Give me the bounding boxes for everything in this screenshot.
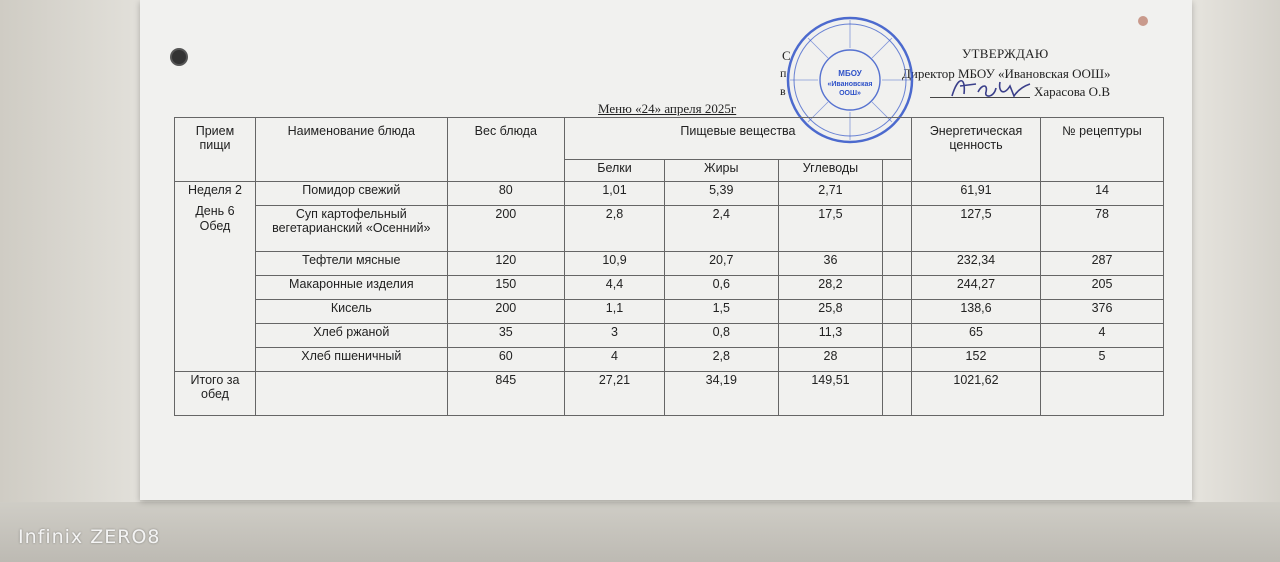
pin-icon: [1138, 16, 1148, 26]
dish-weight: 80: [447, 182, 564, 206]
dish-weight: 200: [447, 206, 564, 252]
pin-icon: [172, 50, 186, 64]
dish-energy: 232,34: [911, 252, 1040, 276]
dish-fat: 0,8: [664, 324, 778, 348]
dish-name: Тефтели мясные: [255, 252, 447, 276]
meal-week: Неделя 2: [187, 183, 242, 197]
approve-position: Директор МБОУ «Ивановская ООШ»: [902, 66, 1111, 81]
total-label: Итого за обед: [175, 372, 256, 416]
meal-type: Обед: [199, 219, 231, 233]
table-row: [175, 252, 1164, 276]
dish-recipe: 376: [1041, 300, 1164, 324]
total-energy: 1021,62: [911, 372, 1040, 416]
dish-weight: 60: [447, 348, 564, 372]
dish-carbs: 2,71: [778, 182, 883, 206]
header-nutrients: Пищевые вещества: [565, 118, 912, 160]
dish-weight: 120: [447, 252, 564, 276]
table-row: [175, 276, 1164, 300]
dish-fat: 5,39: [664, 182, 778, 206]
dish-name: Суп картофельный вегетарианский «Осенний»: [255, 206, 447, 252]
blank-cell: [883, 182, 912, 206]
dish-name: Помидор свежий: [255, 182, 447, 206]
dish-protein: 3: [565, 324, 665, 348]
dish-name: Кисель: [255, 300, 447, 324]
dish-fat: 2,8: [664, 348, 778, 372]
header-weight: Вес блюда: [447, 118, 564, 182]
dish-carbs: 25,8: [778, 300, 883, 324]
dish-carbs: 28: [778, 348, 883, 372]
dish-weight: 35: [447, 324, 564, 348]
dish-recipe: 205: [1041, 276, 1164, 300]
dish-weight: 150: [447, 276, 564, 300]
total-carbs: 149,51: [778, 372, 883, 416]
total-row: [175, 372, 1164, 416]
menu-title: Меню «24» апреля 2025г: [598, 101, 737, 116]
blank-cell: [883, 348, 912, 372]
table-row: [175, 182, 1164, 206]
dish-energy: 127,5: [911, 206, 1040, 252]
dish-protein: 4: [565, 348, 665, 372]
blank-cell: [883, 324, 912, 348]
dish-name: Макаронные изделия: [255, 276, 447, 300]
wall-left: [0, 0, 140, 562]
dish-carbs: 36: [778, 252, 883, 276]
camera-watermark: Infinix ZERO8: [18, 526, 161, 548]
dish-recipe: 4: [1041, 324, 1164, 348]
header-energy: Энергетическая ценность: [911, 118, 1040, 182]
dish-protein: 4,4: [565, 276, 665, 300]
dish-recipe: 5: [1041, 348, 1164, 372]
table-row: [175, 206, 1164, 252]
blank-cell: [883, 206, 912, 252]
total-protein: 27,21: [565, 372, 665, 416]
dish-protein: 2,8: [565, 206, 665, 252]
dish-fat: 20,7: [664, 252, 778, 276]
dish-energy: 61,91: [911, 182, 1040, 206]
agreed-line2: п: [780, 66, 787, 80]
table-row: [175, 300, 1164, 324]
dish-carbs: 11,3: [778, 324, 883, 348]
wall-right: [1190, 0, 1280, 562]
dish-protein: 1,01: [565, 182, 665, 206]
dish-protein: 1,1: [565, 300, 665, 324]
dish-name: Хлеб ржаной: [255, 324, 447, 348]
dish-energy: 65: [911, 324, 1040, 348]
blank-cell: [255, 372, 447, 416]
dish-recipe: 78: [1041, 206, 1164, 252]
header-protein: Белки: [565, 160, 665, 182]
total-weight: 845: [447, 372, 564, 416]
dish-energy: 138,6: [911, 300, 1040, 324]
meal-cell: [175, 182, 256, 372]
blank-cell: [883, 276, 912, 300]
blank-cell: [883, 252, 912, 276]
table-row: [175, 324, 1164, 348]
blank-cell: [883, 300, 912, 324]
dish-weight: 200: [447, 300, 564, 324]
dish-carbs: 17,5: [778, 206, 883, 252]
header-dish: Наименование блюда: [255, 118, 447, 182]
table-header-row: [175, 118, 1164, 160]
dish-carbs: 28,2: [778, 276, 883, 300]
meal-day: День 6: [195, 204, 235, 218]
header-blank: [883, 160, 912, 182]
signature-icon: [948, 74, 1038, 102]
approve-title: УТВЕРЖДАЮ: [962, 46, 1049, 61]
svg-text:ООШ»: ООШ»: [839, 90, 861, 97]
dish-energy: 244,27: [911, 276, 1040, 300]
dish-name: Хлеб пшеничный: [255, 348, 447, 372]
dish-recipe: 14: [1041, 182, 1164, 206]
dish-fat: 2,4: [664, 206, 778, 252]
dish-energy: 152: [911, 348, 1040, 372]
header-carbs: Углеводы: [778, 160, 883, 182]
header-fat: Жиры: [664, 160, 778, 182]
dish-fat: 0,6: [664, 276, 778, 300]
blank-cell: [1041, 372, 1164, 416]
svg-text:«Ивановская: «Ивановская: [827, 81, 873, 88]
approve-name: Харасова О.В: [1034, 84, 1110, 99]
menu-table: [174, 117, 1164, 416]
svg-text:МБОУ: МБОУ: [838, 69, 862, 78]
dish-protein: 10,9: [565, 252, 665, 276]
agreed-letter: С: [782, 48, 791, 63]
dish-fat: 1,5: [664, 300, 778, 324]
blank-cell: [883, 372, 912, 416]
header-meal: Прием пищи: [175, 118, 256, 182]
header-recipe: № рецептуры: [1041, 118, 1164, 182]
bottom-surface: [0, 502, 1280, 562]
table-row: [175, 348, 1164, 372]
total-fat: 34,19: [664, 372, 778, 416]
agreed-line3: в: [780, 84, 786, 98]
dish-recipe: 287: [1041, 252, 1164, 276]
